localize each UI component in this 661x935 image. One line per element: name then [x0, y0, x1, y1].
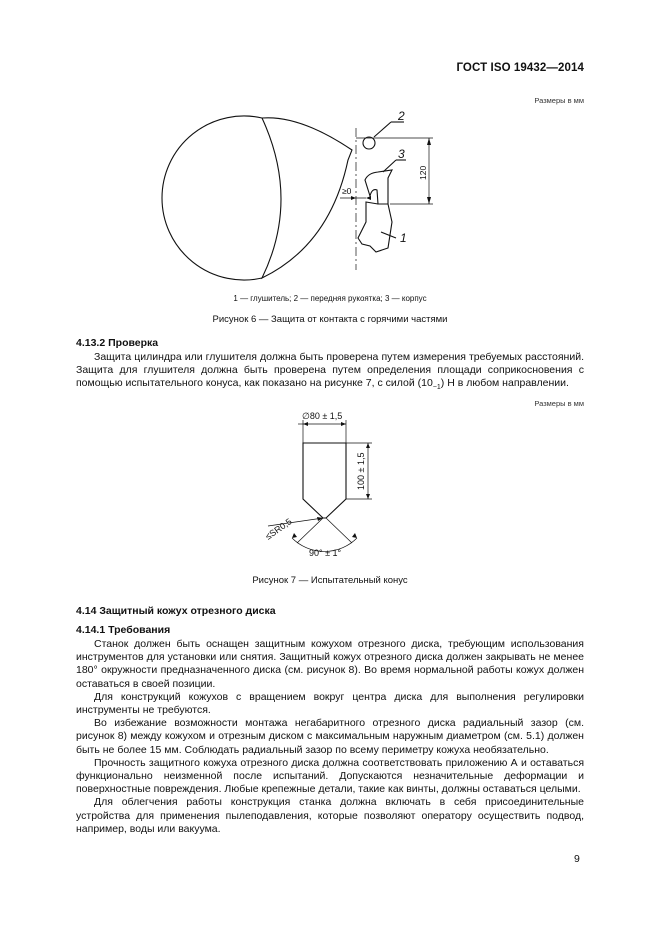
figure7-caption: Рисунок 7 — Испытательный конус: [252, 575, 408, 586]
dimension-angle-label: 90° ± 1°: [309, 548, 342, 558]
body-paragraph: Для облегчения работы конструкция станка должна включать в себя присоединительные устройства для применения пылеподавления, которые позволяют оператору осуществить подвод, например, воды или вакуума.: [76, 796, 584, 835]
dimension-120-label: 120: [418, 165, 428, 180]
body-paragraph: Прочность защитного кожуха отрезного диска должна соответствовать приложению А и оставаться функционально неизменной после испытаний. Допускаются незначительные деформации и поверхностные повреждения. Любые крепежные детали, такие как винты, должны оставаться целыми.: [76, 756, 584, 796]
callout-1-label: 1: [400, 231, 407, 245]
body-paragraph: Во избежание возможности монтажа негабаритного отрезного диска радиальный зазор (см. рисунок 8) между кожухом и отрезным диском с максимальным наружным диаметром (см. 5.1) должен быть не более 15 мм. Соблюдать радиальный зазор по всему периметру кожуха необязательно.: [76, 717, 584, 756]
paragraph-text-end: ) Н в любом направлении.: [440, 377, 569, 390]
section-4-14-1-body: [76, 638, 584, 836]
section-4-14-1-heading: 4.14.1 Требования: [76, 624, 171, 636]
body-paragraph: Для конструкций кожухов с вращением вокруг центра диска для выполнения регулировки инструменты не требуются.: [76, 690, 584, 717]
dimension-length-label: 100 ± 1,5: [356, 452, 366, 490]
section-4-14-heading: 4.14 Защитный кожух отрезного диска: [76, 605, 276, 617]
figure6-caption: Рисунок 6 — Защита от контакта с горячими частями: [212, 314, 448, 325]
figure6-legend: 1 — глушитель; 2 — передняя рукоятка; 3 — корпус: [233, 294, 427, 303]
figure7-units-note: Размеры в мм: [534, 399, 584, 408]
dimension-radius-label: ≤SR0,5: [263, 516, 294, 542]
page-number: 9: [574, 853, 580, 865]
section-4-13-2-heading: 4.13.2 Проверка: [76, 337, 159, 349]
body-paragraph: Станок должен быть оснащен защитным кожухом отрезного диска, требующим использования инструментов для установки или снятия. Защитный кожух отрезного диска должен закрывать не менее 180° окружности предназначенного диска (см. рисунок 8). Во время нормальной работы кожух должен оставаться в своей позиции.: [76, 638, 584, 690]
dimension-ge0-label: ≥0: [342, 186, 352, 196]
paragraph-text: Защита цилиндра или глушителя должна быть проверена путем измерения требуемых расстояний. Защита для глушителя должна быть проверена путем определения площади соприкосновения с помощью испытательного конуса, как показано на рисунке 7, с силой (10: [76, 351, 584, 390]
paragraph-subscript: −1: [432, 384, 441, 392]
dimension-diameter-label: ∅80 ± 1,5: [302, 411, 343, 421]
callout-3-label: 3: [398, 147, 405, 161]
figure6-units-note: Размеры в мм: [534, 96, 584, 105]
callout-2-label: 2: [398, 109, 405, 123]
test-cone-outline: [303, 443, 346, 518]
document-header: ГОСТ ISO 19432—2014: [456, 62, 584, 74]
